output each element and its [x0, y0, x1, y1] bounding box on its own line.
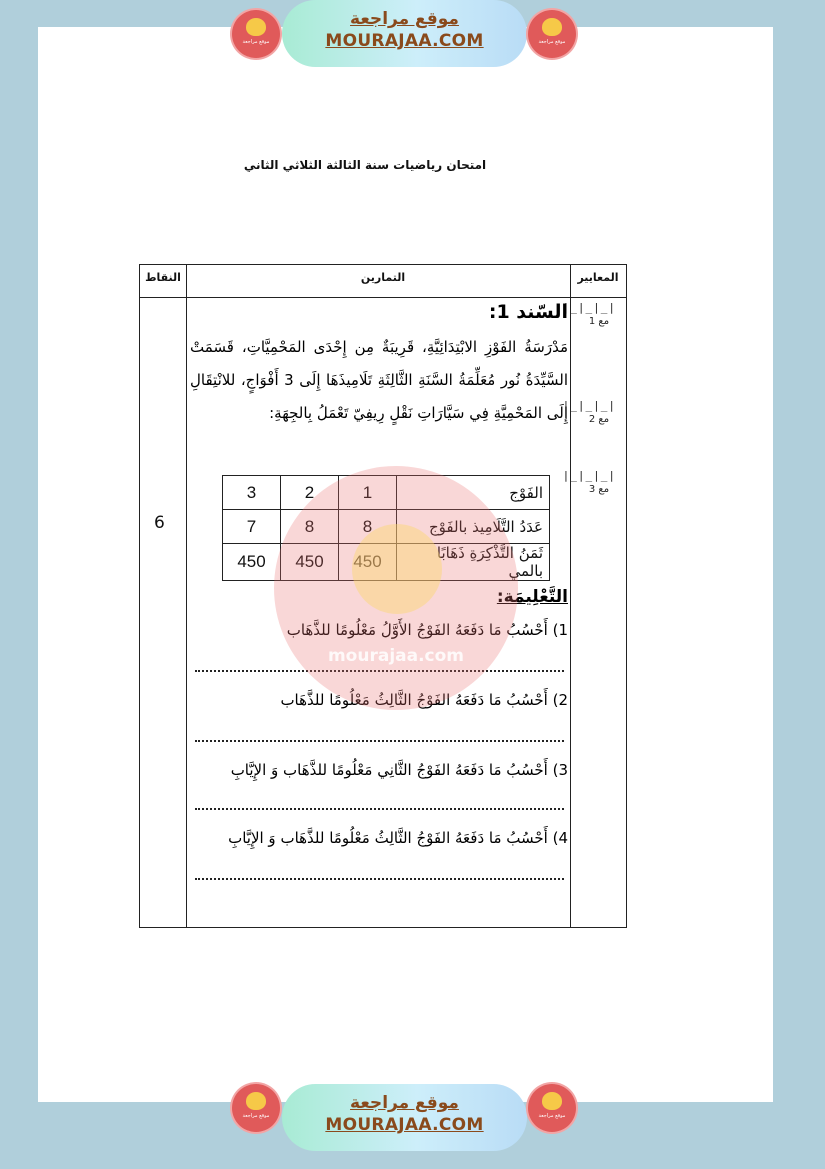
criterion-2 [562, 399, 616, 425]
criterion-1 [562, 301, 616, 327]
criterion-label: مع 1 [588, 316, 610, 327]
answer-line-4[interactable] [195, 878, 564, 880]
score-boxes: |_|_|_| [562, 301, 616, 314]
table-cell: 450 [339, 544, 397, 581]
watermark-icon [352, 524, 442, 614]
banner-arabic-title[interactable]: موقع مراجعة [350, 1093, 459, 1113]
logo-icon [246, 18, 266, 36]
watermark-text: mourajaa.com [327, 646, 465, 666]
banner-site-link[interactable]: MOURAJAA.COM [325, 1115, 484, 1135]
question-4: 4) أَحْسُبُ مَا دَفَعَهُ الفَوْجُ الثَّالِثُ مَعْلُومًا للذَّهَاب وَ الإِيَّابِ [228, 829, 568, 847]
logo-icon [246, 1092, 266, 1110]
site-logo-badge [528, 10, 576, 58]
column-divider [186, 265, 187, 927]
header-divider [140, 297, 626, 298]
table-cell: 450 [281, 544, 339, 581]
column-divider [570, 265, 571, 927]
row-label: عَدَدُ التَّلَامِيذ بالفَوْج [397, 510, 550, 544]
site-banner-bottom[interactable] [282, 1084, 527, 1151]
logo-caption: موقع مراجعة [538, 39, 566, 45]
banner-site-link[interactable]: MOURAJAA.COM [325, 31, 484, 51]
section-heading: السّند 1: [488, 301, 568, 323]
site-logo-badge [232, 10, 280, 58]
table-cell: 450 [223, 544, 281, 581]
question-1: 1) أَحْسُبُ مَا دَفَعَهُ الفَوْجُ الأَوَّلُ مَعْلُومًا للذَّهَاب [286, 621, 568, 639]
score-boxes: |_|_|_| [562, 399, 616, 412]
table-cell: 2 [281, 476, 339, 510]
score-boxes: |_|_|_| [562, 469, 616, 482]
question-2: 2) أَحْسُبُ مَا دَفَعَهُ الفَوْجُ الثَّالِثُ مَعْلُومًا للذَّهَاب [280, 691, 568, 709]
answer-line-2[interactable] [195, 740, 564, 742]
site-logo-badge [232, 1084, 280, 1132]
instructions-heading: التَّعْلِيمَة: [496, 587, 568, 607]
criteria-header: المعايير [577, 271, 619, 284]
site-banner-top[interactable] [282, 0, 527, 67]
table-cell: 1 [339, 476, 397, 510]
row-label: الفَوْج [397, 476, 550, 510]
row-label: ثَمَنُ التَّذْكِرَةِ ذَهَابًا بالمي [397, 544, 550, 581]
exercises-header: التمارين [360, 271, 406, 284]
points-header: النقاط [145, 271, 181, 284]
logo-icon [542, 1092, 562, 1110]
logo-caption: موقع مراجعة [242, 1113, 270, 1119]
table-cell: 8 [339, 510, 397, 544]
problem-statement: مَدْرَسَةُ الفَوْزِ الابْتِدَائِيَّةِ، قَرِيبَةٌ مِن إِحْدَى المَحْمِيَّاتِ، قَسَمَتْ السَّيِّدَةُ نُور مُعَلِّمَةُ السَّنَةِ الثَّالِثَةِ تَلَامِيذَهَا إِلَى 3 أَفْوَاجٍ، للانْتِقَالِ إِلَى المَحْمِيَّةِ فِي سَيَّارَاتِ نَقْلٍ رِيفِيّ تَعْمَلُ بِالجِهَةِ: [190, 338, 568, 422]
logo-caption: موقع مراجعة [242, 39, 270, 45]
criterion-label: مع 2 [588, 414, 610, 425]
site-logo-badge [528, 1084, 576, 1132]
table-cell: 3 [223, 476, 281, 510]
exam-title: امتحان رياضيات سنة الثالثة الثلاثي الثاني [243, 158, 487, 172]
answer-line-3[interactable] [195, 808, 564, 810]
question-3: 3) أَحْسُبُ مَا دَفَعَهُ الفَوْجُ الثَّانِي مَعْلُومًا للذَّهَاب وَ الإِيَّابِ [230, 761, 568, 779]
logo-icon [542, 18, 562, 36]
criterion-label: مع 3 [588, 484, 610, 495]
points-value: 6 [154, 513, 165, 533]
table-cell: 7 [223, 510, 281, 544]
logo-caption: موقع مراجعة [538, 1113, 566, 1119]
criterion-3 [562, 469, 616, 495]
watermark-logo [274, 466, 518, 710]
table-cell: 8 [281, 510, 339, 544]
banner-arabic-title[interactable]: موقع مراجعة [350, 9, 459, 29]
